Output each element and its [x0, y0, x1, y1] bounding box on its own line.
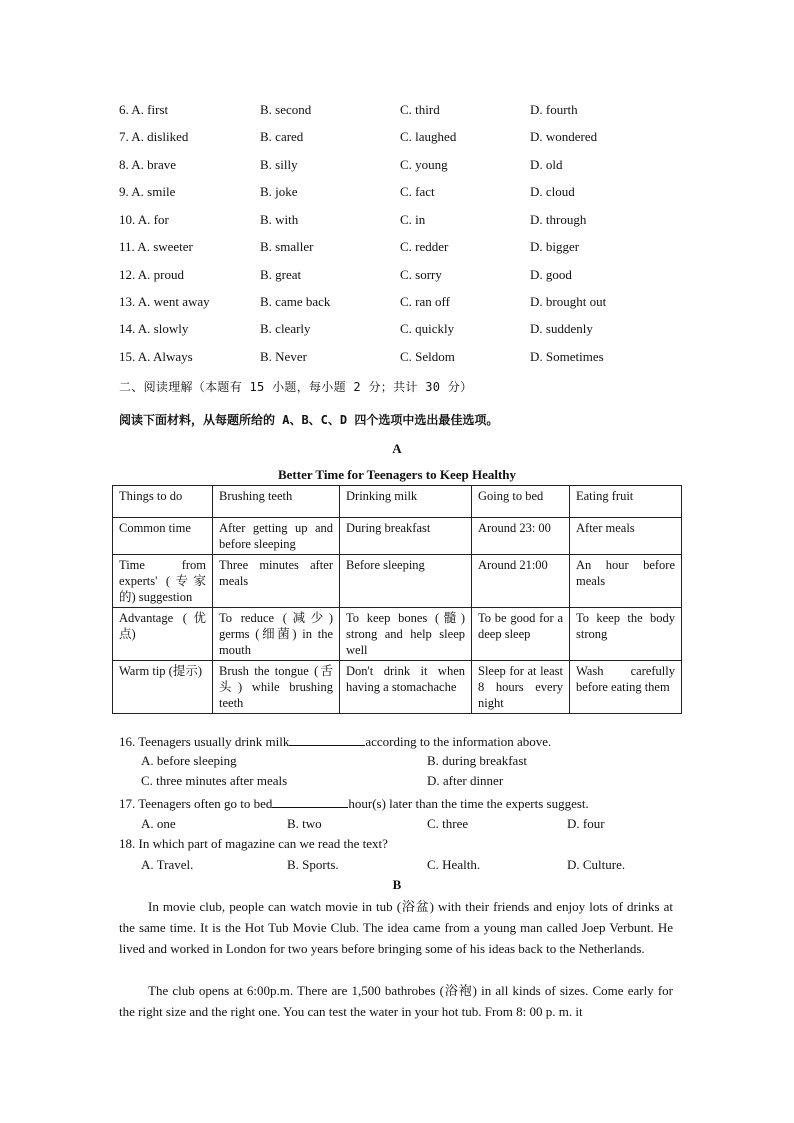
passage-b-paragraph-1: In movie club, people can watch movie in tub (浴盆) with their friends and enjoy lots of drinks at the same time. It is the Hot Tub Movie Club. The idea came from a young man called Joep Verbunt. He lived and worked in London for two years before bringing some of his ideas back to the Netherlands.: [119, 899, 673, 956]
table-cell: Going to bed: [472, 486, 570, 518]
option-d: D. through: [530, 212, 587, 227]
options-row-9: [119, 183, 679, 201]
options-row-15: [119, 348, 679, 366]
option-c: C. Seldom: [400, 349, 455, 364]
option-a: 14. A. slowly: [119, 321, 189, 336]
option-d: D. Sometimes: [530, 349, 604, 364]
question-18: 18. In which part of magazine can we read the text?: [119, 836, 388, 851]
q18-option-d: D. Culture.: [567, 857, 626, 872]
table-cell: Eating fruit: [570, 486, 682, 518]
q16-option-c: C. three minutes after meals: [141, 773, 288, 788]
passage-b-paragraph-2: The club opens at 6:00p.m. There are 1,500 bathrobes (浴袍) in all kinds of sizes. Come early for the right size and the right one. You can test the water in your hot tub. From 8: 00 p. m. it: [119, 983, 673, 1019]
option-d: D. fourth: [530, 102, 578, 117]
option-b: B. second: [260, 102, 312, 117]
option-c: C. young: [400, 157, 448, 172]
q17-option-a: A. one: [141, 816, 176, 831]
option-a: 7. A. disliked: [119, 129, 189, 144]
table-cell: Brush the tongue (舌头) while brushing teeth: [213, 661, 340, 714]
table-cell: Brushing teeth: [213, 486, 340, 518]
option-a: 9. A. smile: [119, 184, 176, 199]
option-c: C. third: [400, 102, 440, 117]
option-b: B. with: [260, 212, 299, 227]
table-cell: Wash carefully before eating them: [570, 661, 682, 714]
table-cell: Advantage (优点): [113, 608, 213, 661]
health-table: [112, 485, 682, 714]
option-b: B. clearly: [260, 321, 311, 336]
table-cell: Time from experts' (专家的) suggestion: [113, 555, 213, 608]
option-b: B. silly: [260, 157, 298, 172]
table-cell: An hour before meals: [570, 555, 682, 608]
q18-option-c: C. Health.: [427, 857, 481, 872]
table-cell: Don't drink it when having a stomachache: [340, 661, 472, 714]
q17-option-d: D. four: [567, 816, 605, 831]
option-b: B. great: [260, 267, 302, 282]
table-cell: To reduce (减少) germs (细菌) in the mouth: [213, 608, 340, 661]
option-c: C. ran off: [400, 294, 450, 309]
option-a: 10. A. for: [119, 212, 169, 227]
table-cell: Sleep for at least 8 hours every night: [472, 661, 570, 714]
q16-option-b: B. during breakfast: [427, 753, 528, 768]
option-c: C. in: [400, 212, 426, 227]
options-row-6: [119, 101, 679, 119]
passage-b-label: B: [392, 877, 402, 892]
question-stem-end: hour(s) later than the time the experts suggest.: [348, 796, 589, 811]
table-cell: Common time: [113, 518, 213, 555]
table-cell: Three minutes after meals: [213, 555, 340, 608]
table-cell: After meals: [570, 518, 682, 555]
question-17: [119, 795, 589, 812]
answer-blank: [289, 733, 365, 746]
table-cell: During breakfast: [340, 518, 472, 555]
table-row: [113, 608, 682, 661]
option-a: 8. A. brave: [119, 157, 177, 172]
q18-option-b: B. Sports.: [287, 857, 339, 872]
section-instruction: 阅读下面材料，从每题所给的 A、B、C、D 四个选项中选出最佳选项。: [119, 413, 499, 427]
option-b: B. joke: [260, 184, 298, 199]
table-cell: Around 21:00: [472, 555, 570, 608]
question-stem: 16. Teenagers usually drink milk: [119, 734, 290, 749]
option-b: B. came back: [260, 294, 331, 309]
options-row-11: [119, 238, 679, 256]
passage-a-label: A: [392, 441, 402, 456]
table-cell: Things to do: [113, 486, 213, 518]
table-cell: Before sleeping: [340, 555, 472, 608]
options-row-12: [119, 266, 679, 284]
option-c: C. fact: [400, 184, 435, 199]
table-cell: To keep bones (髓) strong and help sleep well: [340, 608, 472, 661]
option-c: C. laughed: [400, 129, 457, 144]
option-d: D. bigger: [530, 239, 580, 254]
table-row: [113, 661, 682, 714]
q16-option-a: A. before sleeping: [141, 753, 237, 768]
option-d: D. wondered: [530, 129, 598, 144]
option-c: C. sorry: [400, 267, 442, 282]
option-a: 12. A. proud: [119, 267, 184, 282]
q16-option-d: D. after dinner: [427, 773, 504, 788]
table-cell: After getting up and before sleeping: [213, 518, 340, 555]
option-c: C. quickly: [400, 321, 455, 336]
option-d: D. suddenly: [530, 321, 593, 336]
question-stem-end: according to the information above.: [365, 734, 552, 749]
option-a: 6. A. first: [119, 102, 169, 117]
table-cell: Warm tip (提示): [113, 661, 213, 714]
table-cell: Drinking milk: [340, 486, 472, 518]
option-b: B. smaller: [260, 239, 314, 254]
option-a: 13. A. went away: [119, 294, 210, 309]
option-d: D. old: [530, 157, 563, 172]
table-row: [113, 518, 682, 555]
options-row-14: [119, 320, 679, 338]
table-cell: Around 23: 00: [472, 518, 570, 555]
options-row-10: [119, 211, 679, 229]
q18-option-a: A. Travel.: [141, 857, 194, 872]
option-d: D. brought out: [530, 294, 607, 309]
q17-option-b: B. two: [287, 816, 322, 831]
table-title: Better Time for Teenagers to Keep Healthy: [277, 467, 517, 482]
option-a: 11. A. sweeter: [119, 239, 193, 254]
table-row: [113, 486, 682, 518]
option-a: 15. A. Always: [119, 349, 193, 364]
options-row-13: [119, 293, 679, 311]
question-16: [119, 733, 551, 750]
table-cell: To keep the body strong: [570, 608, 682, 661]
answer-blank: [272, 795, 348, 808]
question-stem: 17. Teenagers often go to bed: [119, 796, 273, 811]
q17-option-c: C. three: [427, 816, 469, 831]
option-c: C. redder: [400, 239, 449, 254]
section-heading: 二、阅读理解（本题有 15 小题，每小题 2 分；共计 30 分）: [119, 380, 473, 394]
option-b: B. cared: [260, 129, 304, 144]
options-row-7: [119, 128, 679, 146]
options-row-8: [119, 156, 679, 174]
option-b: B. Never: [260, 349, 307, 364]
table-row: [113, 555, 682, 608]
option-d: D. cloud: [530, 184, 575, 199]
table-cell: To be good for a deep sleep: [472, 608, 570, 661]
option-d: D. good: [530, 267, 572, 282]
